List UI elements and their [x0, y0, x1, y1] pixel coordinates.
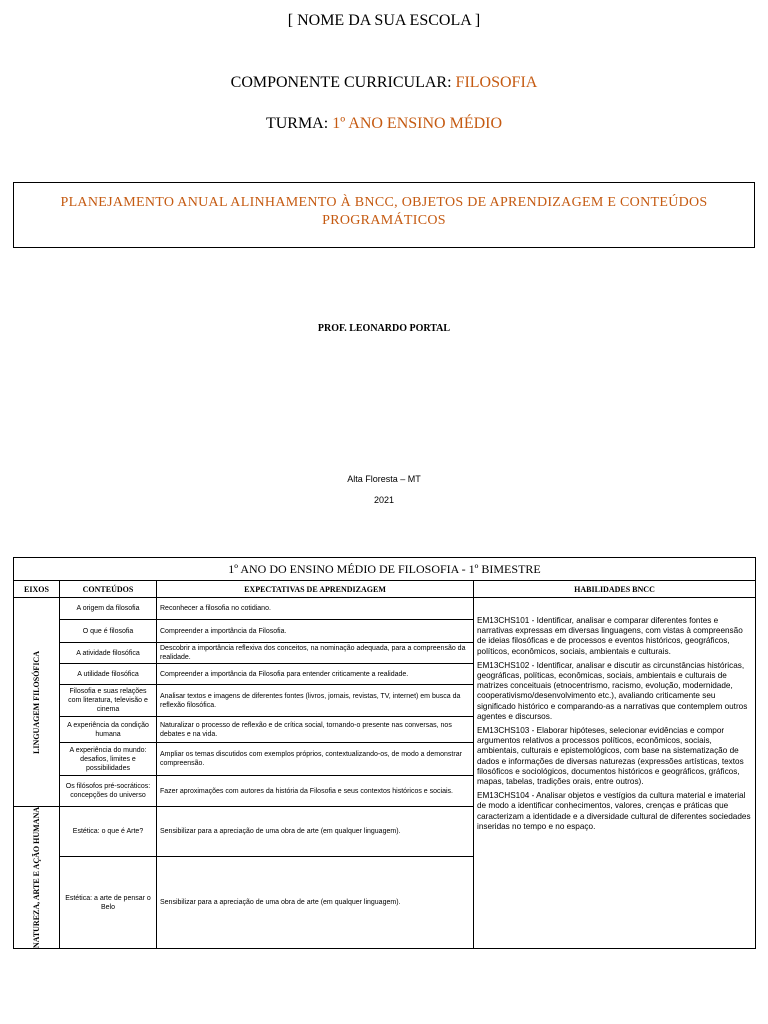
conteudo-cell: Os filósofos pré-socráticos: concepções do universo [60, 776, 157, 807]
conteudo-cell: A experiência da condição humana [60, 717, 157, 743]
plan-title-box [13, 182, 755, 248]
habilidade-item: EM13CHS101 - Identificar, analisar e comparar diferentes fontes e narrativas expressas em diversas linguagens, com vistas à compreensão de ideias filosóficas e de processos e eventos históricos, geográficos, políticos, econômicos, sociais, ambientais e culturais. [477, 616, 743, 656]
expectativa-cell: Compreender a importância da Filosofia para entender criticamente a realidade. [157, 664, 474, 685]
class-label: TURMA: [265, 115, 329, 132]
expectativa-cell: Sensibilizar para a apreciação de uma obra de arte (em qualquer linguagem). [157, 856, 474, 948]
header-expectativas: EXPECTATIVAS DE APRENDIZAGEM [157, 581, 474, 598]
conteudo-cell: A origem da filosofia [60, 598, 157, 620]
class-value: 1º ANO ENSINO MÉDIO [332, 115, 503, 132]
expectativa-cell: Reconhecer a filosofia no cotidiano. [157, 598, 474, 620]
conteudo-cell: A experiência do mundo: desafios, limites e possibilidades [60, 743, 157, 776]
component-value: FILOSOFIA [455, 74, 538, 91]
conteudo-cell: A atividade filosófica [60, 643, 157, 664]
year: 2021 [373, 495, 395, 505]
eixo-label: LINGUAGEM FILOSÓFICA [32, 650, 41, 754]
habilidade-item: EM13CHS103 - Elaborar hipóteses, selecionar evidências e compor argumentos relativos a processos políticos, econômicos, sociais, ambientais, culturais e epistemológicos, com base na sistematização de dados e informações de diversas naturezas (expressões artísticas, textos filosóficos e sociológicos, documentos históricos e geográficos, gráficos, mapas, tabelas, tradições orais, entre outros). [477, 726, 744, 787]
table-row [14, 598, 756, 620]
eixo-cell [14, 598, 60, 807]
planning-table [13, 557, 756, 949]
expectativa-cell: Fazer aproximações com autores da história da Filosofia e seus contextos históricos e sociais. [157, 776, 474, 807]
conteudo-cell: Estética: o que é Arte? [60, 807, 157, 857]
habilidades-cell [474, 598, 756, 949]
expectativa-cell: Compreender a importância da Filosofia. [157, 620, 474, 643]
component-line [0, 74, 768, 92]
habilidade-item: EM13CHS102 - Identificar, analisar e discutir as circunstâncias históricas, geográficas, políticas, econômicas, sociais, ambientais e culturais de matrizes conceituais (etnocentrismo, racismo, evolução, modernidade, cooperativismo/desenvolvimento etc.), avaliando criticamente seu significado histórico e comparando-as a narrativas que contemplem outros agentes e discursos. [477, 660, 748, 721]
expectativa-cell: Naturalizar o processo de reflexão e de crítica social, tornando-o presente nas conversas, nos debates e na vida. [157, 717, 474, 743]
expectativa-cell: Ampliar os temas discutidos com exemplos próprios, contextualizando-os, de modo a demonstrar compreensão. [157, 743, 474, 776]
table-title: 1º ANO DO ENSINO MÉDIO DE FILOSOFIA - 1º BIMESTRE [14, 558, 756, 581]
habilidade-item: EM13CHS104 - Analisar objetos e vestígios da cultura material e imaterial de modo a identificar conhecimentos, valores, crenças e práticas que caracterizam a identidade e a diversidade cultural de diferentes sociedades inseridas no tempo e no espaço. [477, 791, 751, 831]
expectativa-cell: Analisar textos e imagens de diferentes fontes (livros, jornais, revistas, TV, internet) em busca da reflexão filosófica. [157, 685, 474, 717]
conteudo-cell: Estética: a arte de pensar o Belo [60, 856, 157, 948]
component-label: COMPONENTE CURRICULAR: [230, 74, 452, 91]
plan-title: PLANEJAMENTO ANUAL ALINHAMENTO À BNCC, OBJETOS DE APRENDIZAGEM E CONTEÚDOS PROGRAMÁTICOS [60, 195, 708, 228]
class-line [0, 115, 768, 133]
header-habilidades: HABILIDADES BNCC [474, 581, 756, 598]
eixo-cell [14, 807, 60, 949]
teacher-name: PROF. LEONARDO PORTAL [317, 323, 451, 334]
city: Alta Floresta – MT [347, 474, 421, 484]
expectativa-cell: Sensibilizar para a apreciação de uma obra de arte (em qualquer linguagem). [157, 807, 474, 857]
header-conteudos: CONTEÚDOS [60, 581, 157, 598]
header-eixos: EIXOS [14, 581, 60, 598]
school-name: [ NOME DA SUA ESCOLA ] [287, 12, 481, 29]
conteudo-cell: O que é filosofia [60, 620, 157, 643]
expectativa-cell: Descobrir a importância reflexiva dos conceitos, na nominação adequada, para a compreensão da realidade. [157, 643, 474, 664]
conteudo-cell: Filosofia e suas relações com literatura, televisão e cinema [60, 685, 157, 717]
conteudo-cell: A utilidade filosófica [60, 664, 157, 685]
eixo-label: NATUREZA, ARTE E AÇÃO HUMANA [32, 807, 41, 949]
